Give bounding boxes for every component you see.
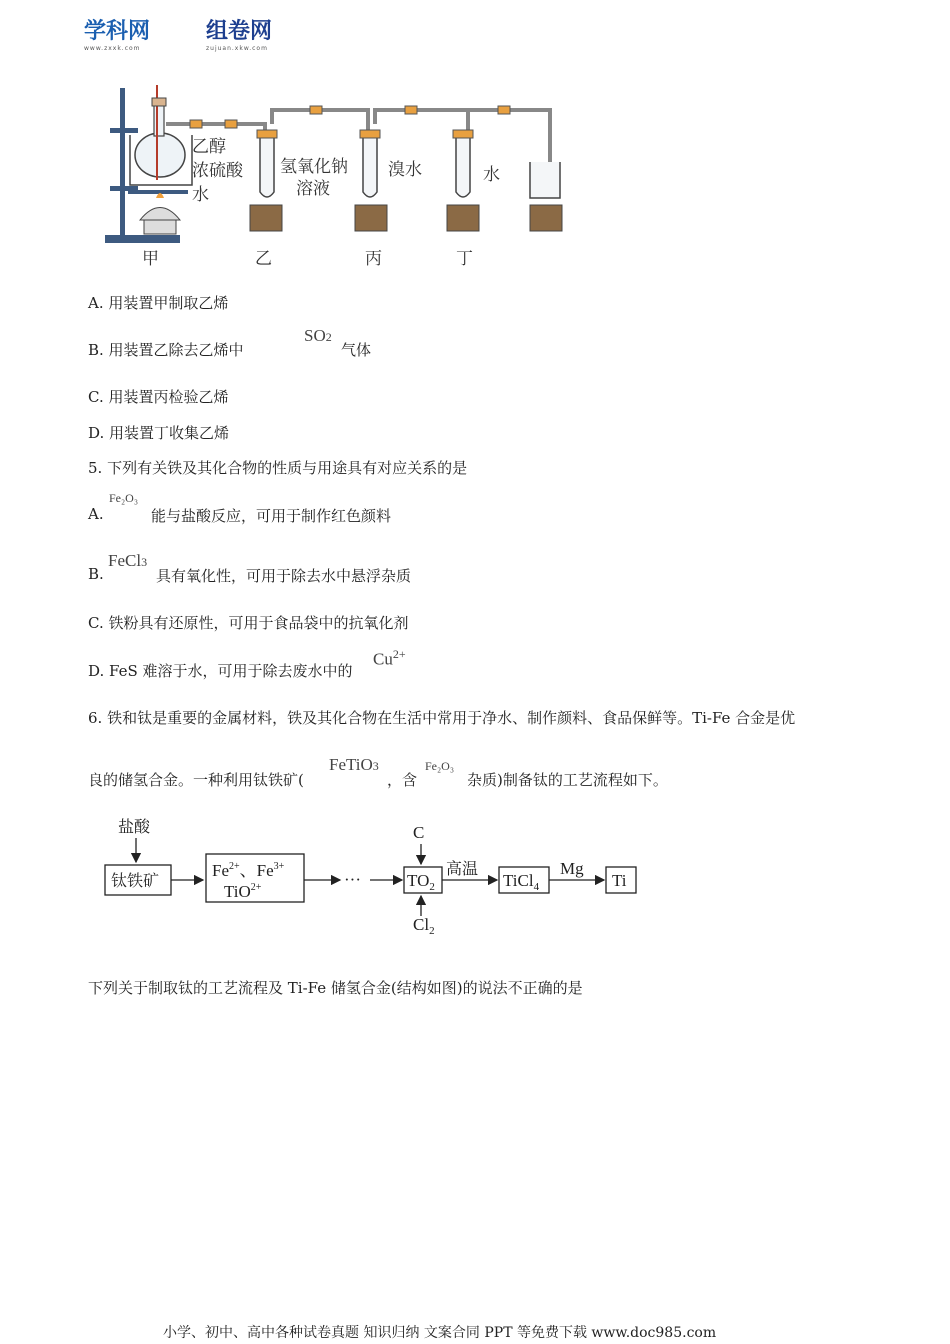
tube-bing: [363, 135, 377, 197]
apparatus-diagram: [100, 80, 570, 275]
q4-option-b-tail: 气体: [341, 341, 372, 359]
q5-option-a-text: 能与盐酸反应，可用于制作红色颜料: [151, 507, 392, 525]
label-water1: 水: [192, 185, 209, 205]
zujuan-logo: 组卷网 zujuan.xkw.com: [206, 19, 273, 52]
label-solution: 溶液: [296, 179, 330, 199]
box-ilmenite-label: 钛铁矿: [111, 871, 160, 890]
q5-option-b-label: B.: [88, 565, 104, 583]
q5-option-d: D. FeS 难溶于水，可用于除去废水中的: [88, 662, 353, 680]
fecl3-formula: FeCl3: [108, 551, 148, 570]
base-yi: [250, 205, 282, 231]
box-ticl4-label: TiCl$_4$: [503, 871, 540, 893]
q6-line1: 6. 铁和钛是重要的金属材料，铁及其化合物在生活中常用于净水、制作颜料、食品保鲜等。Ti-Fe 合金是优: [88, 709, 796, 727]
q5-option-b-text: 具有氧化性，可用于除去水中悬浮杂质: [156, 567, 412, 585]
q5-option-c: C. 铁粉具有还原性，可用于食品袋中的抗氧化剂: [88, 614, 409, 632]
fe2o3-formula-q6: Fe₂O₃: [425, 759, 455, 773]
input-c: C: [413, 823, 425, 842]
box-tio2-label: $TO_2$: [407, 871, 435, 893]
label-water2: 水: [483, 165, 500, 185]
q4-option-c: C. 用装置丙检验乙烯: [88, 388, 229, 406]
box-ions-line1: $Fe^{2+}$、$Fe^{3+}$: [212, 861, 285, 880]
tube-yi: [260, 135, 274, 197]
label-naoh: 氢氧化钠: [280, 157, 348, 177]
box-ions-line2: TiO$^{2+}$: [224, 882, 262, 901]
fetio3-formula: FeTiO3: [329, 755, 379, 774]
device-bing: 丙: [365, 249, 382, 269]
q4-option-d: D. 用装置丁收集乙烯: [88, 424, 230, 442]
input-cl2: $Cl_2$: [413, 915, 435, 937]
beaker: [530, 162, 560, 198]
device-yi: 乙: [255, 249, 272, 269]
device-jia: 甲: [142, 249, 159, 269]
q4-option-b: B. 用装置乙除去乙烯中: [88, 341, 244, 359]
q6-line2-a: 良的储氢合金。一种利用钛铁矿(: [88, 771, 304, 789]
label-sulfuric: 浓硫酸: [192, 161, 243, 181]
label-bromine: 溴水: [388, 160, 422, 180]
q6-question: 下列关于制取钛的工艺流程及 Ti-Fe 储氢合金(结构如图)的说法不正确的是: [88, 979, 583, 997]
zxxk-logo: 学科网 www.zxxk.com: [84, 19, 151, 52]
page-footer: 小学、初中、高中各种试卷真题 知识归纳 文案合同 PPT 等免费下载 www.doc985.com: [163, 1325, 717, 1341]
box-ti-label: Ti: [612, 871, 627, 890]
label-ethanol: 乙醇: [192, 137, 226, 157]
header-logos: [84, 14, 314, 54]
so2-formula: SO2: [304, 326, 332, 345]
tube-ding: [456, 135, 470, 197]
fe2o3-formula-a: Fe₂O₃: [109, 491, 139, 505]
device-ding: 丁: [456, 249, 473, 269]
q5-stem: 5. 下列有关铁及其化合物的性质与用途具有对应关系的是: [88, 459, 468, 477]
cond-high-temp: 高温: [446, 859, 479, 878]
base-ding: [447, 205, 479, 231]
stand-base: [105, 235, 180, 243]
q5-option-a-label: A.: [88, 505, 104, 523]
q4-option-a: A. 用装置甲制取乙烯: [88, 294, 229, 312]
flow-dots: ···: [344, 870, 361, 889]
base-bing: [355, 205, 387, 231]
input-hcl: 盐酸: [118, 817, 151, 836]
stand-rod: [120, 88, 125, 238]
cu2-formula: $Cu^{2+}$: [373, 647, 406, 669]
q6-line2-b: ，含: [387, 771, 418, 789]
process-flow-diagram: [100, 810, 660, 940]
cond-mg: Mg: [560, 859, 584, 878]
flask: [135, 133, 185, 177]
q6-line2-c: 杂质)制备钛的工艺流程如下。: [467, 771, 668, 789]
